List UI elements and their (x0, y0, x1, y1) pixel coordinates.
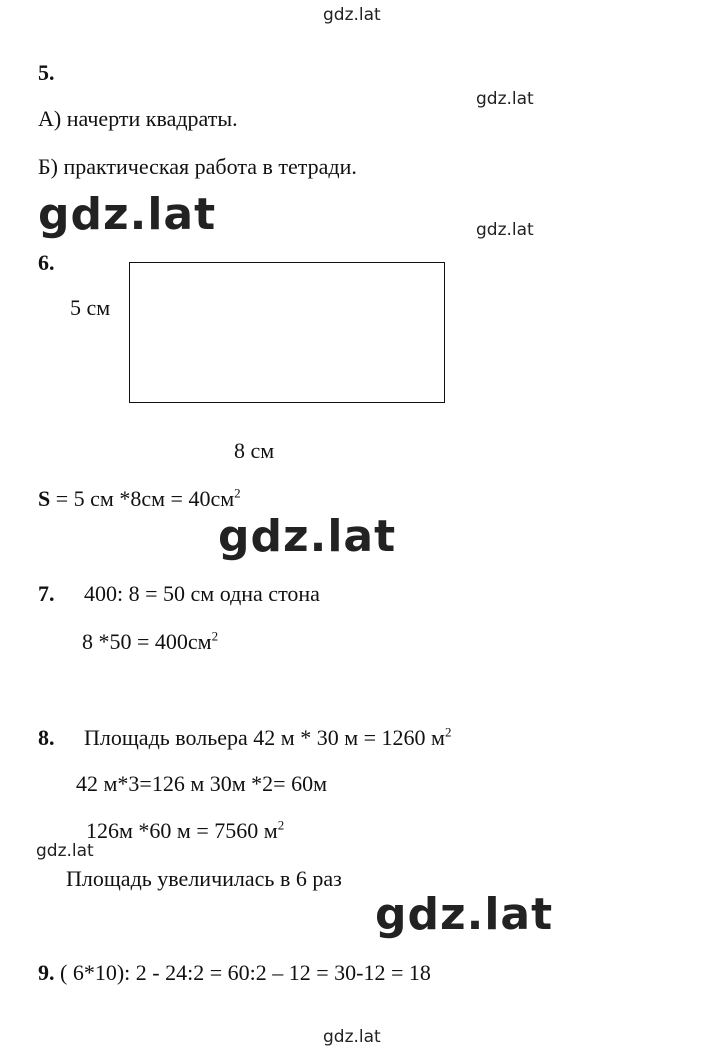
task-8-number: 8. (38, 725, 55, 750)
task-8-line-3-exponent: 2 (277, 817, 285, 833)
watermark-big-2: gdz.lat (218, 511, 397, 562)
task-6-area (38, 485, 241, 511)
task-5-number: 5. (38, 60, 55, 85)
task-8-line-3 (86, 817, 285, 843)
task-8-line-4: Площадь увеличилась в 6 раз (66, 866, 342, 891)
area-formula: = 5 см *8см = 40см (50, 486, 235, 511)
task-8-line-1-exponent: 2 (444, 724, 452, 740)
watermark-left: gdz.lat (36, 841, 94, 861)
rectangle-height-label: 5 см (70, 295, 111, 320)
task-8-line-2: 42 м*3=126 м 30м *2= 60м (76, 771, 328, 796)
task-7-exponent: 2 (211, 628, 219, 644)
task-8-line-1 (84, 724, 452, 750)
task-8-line-1-text: Площадь вольера 42 м * 30 м = 1260 м (84, 725, 445, 750)
task-8-line-3-text: 126м *60 м = 7560 м (86, 818, 278, 843)
task-7-number: 7. (38, 581, 55, 606)
task-9 (38, 962, 431, 984)
task-7-line-2 (82, 628, 219, 654)
area-symbol: S (38, 486, 51, 511)
task-9-number: 9. (38, 960, 55, 985)
task-5-line-a: А) начерти квадраты. (38, 106, 238, 131)
watermark-big-3: gdz.lat (375, 889, 554, 940)
rectangle-width-label: 8 см (234, 438, 275, 463)
rectangle-figure (129, 262, 445, 403)
task-9-line: ( 6*10): 2 - 24:2 = 60:2 – 12 = 30-12 = 18 (54, 960, 431, 985)
task-7-line-1: 400: 8 = 50 см одна стона (84, 581, 320, 606)
watermark-right-2: gdz.lat (476, 220, 534, 240)
area-exponent: 2 (234, 485, 241, 501)
task-5-line-b: Б) практическая работа в тетради. (38, 154, 357, 179)
task-7-line-2-text: 8 *50 = 400см (82, 629, 212, 654)
task-6-number: 6. (38, 250, 55, 275)
watermark-big-1: gdz.lat (38, 189, 217, 240)
watermark-bottom: gdz.lat (323, 1027, 381, 1047)
watermark-top: gdz.lat (323, 5, 381, 25)
watermark-right-1: gdz.lat (476, 89, 534, 109)
